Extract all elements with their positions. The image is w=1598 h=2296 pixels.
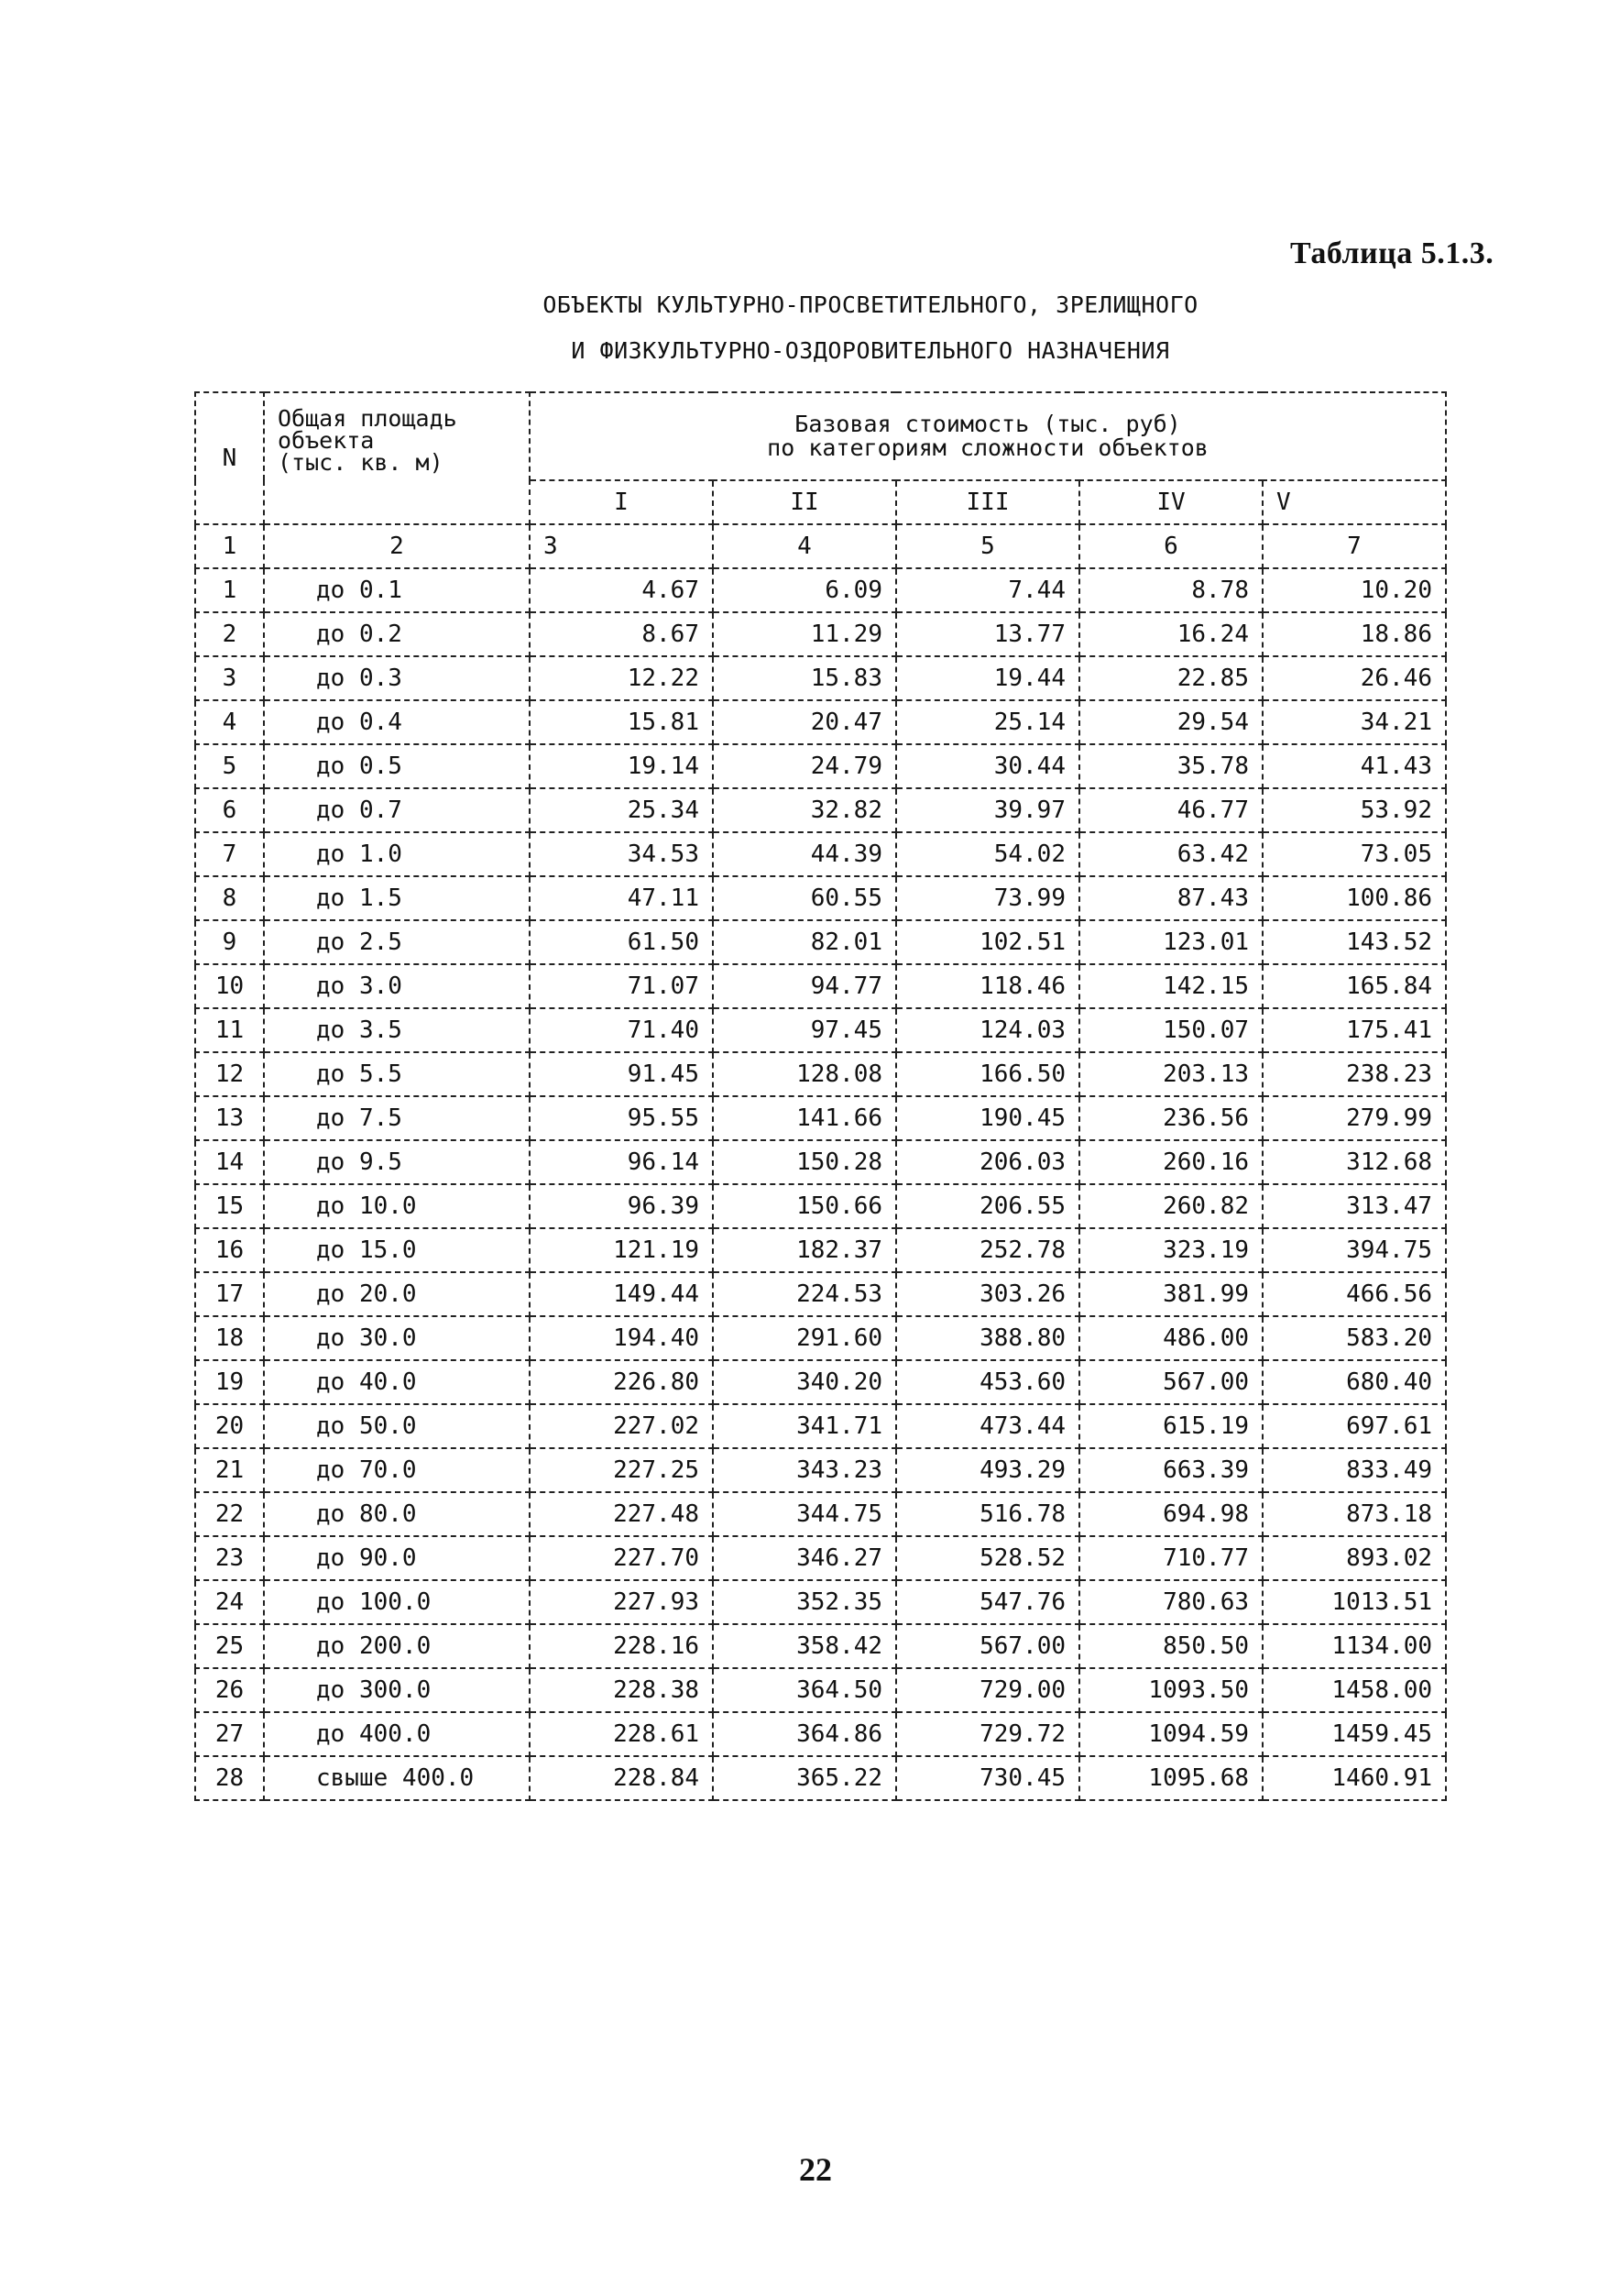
- table-row: [195, 1316, 1446, 1360]
- cost-cell-cat-1: 8.67: [530, 612, 713, 656]
- cost-cell-cat-4: 850.50: [1079, 1624, 1263, 1668]
- row-area: свыше 400.0: [264, 1756, 530, 1800]
- header-category-3: III: [896, 480, 1079, 524]
- cost-cell-cat-3: 473.44: [896, 1404, 1079, 1448]
- row-number: 20: [195, 1404, 264, 1448]
- column-number: 1: [195, 524, 264, 568]
- header-category-4: IV: [1079, 480, 1263, 524]
- row-number: 11: [195, 1008, 264, 1052]
- cost-cell-cat-5: 893.02: [1263, 1536, 1446, 1580]
- cost-cell-cat-2: 150.28: [713, 1140, 896, 1184]
- header-cost-line-1: Базовая стоимость (тыс. руб): [794, 411, 1181, 437]
- cost-cell-cat-1: 149.44: [530, 1272, 713, 1316]
- row-number: 27: [195, 1712, 264, 1756]
- row-area: до 1.0: [264, 832, 530, 876]
- column-number: 3: [530, 524, 713, 568]
- cost-table: [194, 391, 1447, 1801]
- cost-cell-cat-3: 73.99: [896, 876, 1079, 920]
- cost-cell-cat-4: 615.19: [1079, 1404, 1263, 1448]
- row-number: 25: [195, 1624, 264, 1668]
- table-row: [195, 1580, 1446, 1624]
- cost-cell-cat-5: 53.92: [1263, 788, 1446, 832]
- header-area: [264, 392, 530, 524]
- table-row: [195, 1536, 1446, 1580]
- header-cost: [530, 392, 1446, 480]
- column-number: 6: [1079, 524, 1263, 568]
- cost-cell-cat-1: 227.48: [530, 1492, 713, 1536]
- cost-cell-cat-1: 227.02: [530, 1404, 713, 1448]
- row-number: 22: [195, 1492, 264, 1536]
- row-number: 24: [195, 1580, 264, 1624]
- cost-cell-cat-2: 60.55: [713, 876, 896, 920]
- row-area: до 2.5: [264, 920, 530, 964]
- cost-cell-cat-4: 260.82: [1079, 1184, 1263, 1228]
- cost-cell-cat-2: 32.82: [713, 788, 896, 832]
- table-row: [195, 876, 1446, 920]
- cost-cell-cat-4: 87.43: [1079, 876, 1263, 920]
- cost-cell-cat-5: 238.23: [1263, 1052, 1446, 1096]
- row-area: до 0.1: [264, 568, 530, 612]
- table-row: [195, 964, 1446, 1008]
- cost-cell-cat-1: 96.39: [530, 1184, 713, 1228]
- row-number: 6: [195, 788, 264, 832]
- header-cost-line-2: по категориям сложности объектов: [767, 434, 1209, 461]
- table-row: [195, 1668, 1446, 1712]
- table-row: [195, 1404, 1446, 1448]
- table-row: [195, 1008, 1446, 1052]
- cost-cell-cat-5: 1458.00: [1263, 1668, 1446, 1712]
- cost-cell-cat-2: 364.86: [713, 1712, 896, 1756]
- cost-cell-cat-3: 118.46: [896, 964, 1079, 1008]
- cost-cell-cat-2: 141.66: [713, 1096, 896, 1140]
- cost-cell-cat-1: 227.25: [530, 1448, 713, 1492]
- header-category-5: V: [1263, 480, 1446, 524]
- cost-cell-cat-4: 694.98: [1079, 1492, 1263, 1536]
- cost-cell-cat-4: 150.07: [1079, 1008, 1263, 1052]
- cost-cell-cat-3: 528.52: [896, 1536, 1079, 1580]
- cost-cell-cat-3: 493.29: [896, 1448, 1079, 1492]
- table-row: [195, 744, 1446, 788]
- table-row: [195, 832, 1446, 876]
- cost-cell-cat-1: 227.93: [530, 1580, 713, 1624]
- table-row: [195, 1448, 1446, 1492]
- row-number: 13: [195, 1096, 264, 1140]
- cost-cell-cat-2: 224.53: [713, 1272, 896, 1316]
- cost-cell-cat-1: 228.38: [530, 1668, 713, 1712]
- column-number: 7: [1263, 524, 1446, 568]
- header-area-line-1: Общая площадь: [278, 405, 457, 432]
- cost-cell-cat-4: 46.77: [1079, 788, 1263, 832]
- cost-cell-cat-3: 303.26: [896, 1272, 1079, 1316]
- cost-cell-cat-2: 352.35: [713, 1580, 896, 1624]
- cost-cell-cat-3: 729.00: [896, 1668, 1079, 1712]
- cost-cell-cat-3: 547.76: [896, 1580, 1079, 1624]
- cost-cell-cat-1: 227.70: [530, 1536, 713, 1580]
- row-number: 2: [195, 612, 264, 656]
- cost-cell-cat-4: 29.54: [1079, 700, 1263, 744]
- cost-cell-cat-4: 567.00: [1079, 1360, 1263, 1404]
- cost-cell-cat-5: 873.18: [1263, 1492, 1446, 1536]
- table-row: [195, 1140, 1446, 1184]
- row-area: до 70.0: [264, 1448, 530, 1492]
- header-category-2: II: [713, 480, 896, 524]
- cost-cell-cat-4: 8.78: [1079, 568, 1263, 612]
- table-row: [195, 612, 1446, 656]
- cost-cell-cat-5: 1134.00: [1263, 1624, 1446, 1668]
- cost-cell-cat-1: 194.40: [530, 1316, 713, 1360]
- row-area: до 300.0: [264, 1668, 530, 1712]
- cost-cell-cat-1: 95.55: [530, 1096, 713, 1140]
- cost-cell-cat-4: 663.39: [1079, 1448, 1263, 1492]
- cost-cell-cat-5: 41.43: [1263, 744, 1446, 788]
- row-area: до 5.5: [264, 1052, 530, 1096]
- cost-cell-cat-3: 54.02: [896, 832, 1079, 876]
- header-area-line-2: объекта: [278, 427, 375, 454]
- cost-cell-cat-3: 729.72: [896, 1712, 1079, 1756]
- row-number: 21: [195, 1448, 264, 1492]
- row-area: до 0.4: [264, 700, 530, 744]
- cost-cell-cat-4: 323.19: [1079, 1228, 1263, 1272]
- cost-cell-cat-3: 30.44: [896, 744, 1079, 788]
- cost-cell-cat-2: 128.08: [713, 1052, 896, 1096]
- cost-cell-cat-4: 203.13: [1079, 1052, 1263, 1096]
- row-area: до 3.5: [264, 1008, 530, 1052]
- cost-cell-cat-1: 47.11: [530, 876, 713, 920]
- cost-cell-cat-3: 190.45: [896, 1096, 1079, 1140]
- cost-cell-cat-5: 10.20: [1263, 568, 1446, 612]
- row-area: до 15.0: [264, 1228, 530, 1272]
- cost-cell-cat-5: 312.68: [1263, 1140, 1446, 1184]
- row-area: до 50.0: [264, 1404, 530, 1448]
- row-number: 26: [195, 1668, 264, 1712]
- cost-cell-cat-3: 39.97: [896, 788, 1079, 832]
- cost-cell-cat-3: 453.60: [896, 1360, 1079, 1404]
- table-row: [195, 1272, 1446, 1316]
- cost-cell-cat-5: 73.05: [1263, 832, 1446, 876]
- cost-cell-cat-1: 228.61: [530, 1712, 713, 1756]
- cost-cell-cat-3: 206.03: [896, 1140, 1079, 1184]
- table-row: [195, 568, 1446, 612]
- cost-cell-cat-4: 35.78: [1079, 744, 1263, 788]
- cost-cell-cat-4: 236.56: [1079, 1096, 1263, 1140]
- header-area-line-3: (тыс. кв. м): [278, 449, 443, 476]
- row-number: 17: [195, 1272, 264, 1316]
- cost-cell-cat-5: 313.47: [1263, 1184, 1446, 1228]
- row-area: до 3.0: [264, 964, 530, 1008]
- table-row: [195, 1756, 1446, 1800]
- cost-cell-cat-1: 71.07: [530, 964, 713, 1008]
- cost-cell-cat-3: 166.50: [896, 1052, 1079, 1096]
- cost-cell-cat-2: 343.23: [713, 1448, 896, 1492]
- table-number-label: Таблица 5.1.3.: [1290, 236, 1494, 270]
- row-number: 18: [195, 1316, 264, 1360]
- cost-cell-cat-3: 567.00: [896, 1624, 1079, 1668]
- cost-cell-cat-5: 175.41: [1263, 1008, 1446, 1052]
- row-area: до 9.5: [264, 1140, 530, 1184]
- cost-cell-cat-2: 44.39: [713, 832, 896, 876]
- row-number: 19: [195, 1360, 264, 1404]
- row-number: 3: [195, 656, 264, 700]
- cost-cell-cat-2: 365.22: [713, 1756, 896, 1800]
- row-area: до 7.5: [264, 1096, 530, 1140]
- row-area: до 0.5: [264, 744, 530, 788]
- column-number: 5: [896, 524, 1079, 568]
- table-row: [195, 920, 1446, 964]
- table-row: [195, 788, 1446, 832]
- cost-cell-cat-5: 18.86: [1263, 612, 1446, 656]
- cost-cell-cat-5: 1459.45: [1263, 1712, 1446, 1756]
- cost-cell-cat-5: 697.61: [1263, 1404, 1446, 1448]
- cost-cell-cat-2: 11.29: [713, 612, 896, 656]
- row-area: до 0.3: [264, 656, 530, 700]
- cost-cell-cat-4: 63.42: [1079, 832, 1263, 876]
- cost-cell-cat-1: 61.50: [530, 920, 713, 964]
- table-body: [195, 568, 1446, 1800]
- cost-cell-cat-1: 25.34: [530, 788, 713, 832]
- cost-cell-cat-2: 97.45: [713, 1008, 896, 1052]
- row-area: до 1.5: [264, 876, 530, 920]
- cost-cell-cat-4: 123.01: [1079, 920, 1263, 964]
- row-area: до 0.2: [264, 612, 530, 656]
- cost-cell-cat-5: 833.49: [1263, 1448, 1446, 1492]
- cost-cell-cat-5: 583.20: [1263, 1316, 1446, 1360]
- cost-cell-cat-1: 19.14: [530, 744, 713, 788]
- cost-cell-cat-4: 1093.50: [1079, 1668, 1263, 1712]
- cost-cell-cat-4: 486.00: [1079, 1316, 1263, 1360]
- cost-cell-cat-3: 516.78: [896, 1492, 1079, 1536]
- cost-cell-cat-1: 4.67: [530, 568, 713, 612]
- header-n: N: [195, 392, 264, 524]
- header-category-1: I: [530, 480, 713, 524]
- cost-cell-cat-4: 142.15: [1079, 964, 1263, 1008]
- cost-cell-cat-3: 206.55: [896, 1184, 1079, 1228]
- cost-cell-cat-2: 344.75: [713, 1492, 896, 1536]
- column-number: 4: [713, 524, 896, 568]
- table-row: [195, 656, 1446, 700]
- cost-cell-cat-5: 394.75: [1263, 1228, 1446, 1272]
- cost-cell-cat-2: 6.09: [713, 568, 896, 612]
- row-area: до 30.0: [264, 1316, 530, 1360]
- cost-cell-cat-3: 7.44: [896, 568, 1079, 612]
- cost-cell-cat-5: 466.56: [1263, 1272, 1446, 1316]
- cost-cell-cat-5: 1013.51: [1263, 1580, 1446, 1624]
- row-area: до 10.0: [264, 1184, 530, 1228]
- cost-cell-cat-2: 341.71: [713, 1404, 896, 1448]
- table-row: [195, 1492, 1446, 1536]
- table-row: [195, 1360, 1446, 1404]
- row-number: 7: [195, 832, 264, 876]
- cost-cell-cat-1: 96.14: [530, 1140, 713, 1184]
- cost-cell-cat-5: 165.84: [1263, 964, 1446, 1008]
- cost-cell-cat-3: 124.03: [896, 1008, 1079, 1052]
- row-number: 16: [195, 1228, 264, 1272]
- row-number: 23: [195, 1536, 264, 1580]
- row-area: до 100.0: [264, 1580, 530, 1624]
- cost-cell-cat-1: 228.16: [530, 1624, 713, 1668]
- cost-cell-cat-5: 1460.91: [1263, 1756, 1446, 1800]
- table-title-line-2: И ФИЗКУЛЬТУРНО-ОЗДОРОВИТЕЛЬНОГО НАЗНАЧЕНИЯ: [571, 337, 1170, 364]
- row-number: 14: [195, 1140, 264, 1184]
- column-number: 2: [264, 524, 530, 568]
- cost-cell-cat-4: 22.85: [1079, 656, 1263, 700]
- cost-cell-cat-4: 381.99: [1079, 1272, 1263, 1316]
- cost-cell-cat-2: 24.79: [713, 744, 896, 788]
- cost-cell-cat-4: 260.16: [1079, 1140, 1263, 1184]
- cost-cell-cat-4: 710.77: [1079, 1536, 1263, 1580]
- cost-cell-cat-2: 20.47: [713, 700, 896, 744]
- row-area: до 80.0: [264, 1492, 530, 1536]
- cost-cell-cat-3: 388.80: [896, 1316, 1079, 1360]
- row-area: до 200.0: [264, 1624, 530, 1668]
- table-row: [195, 1052, 1446, 1096]
- cost-cell-cat-3: 13.77: [896, 612, 1079, 656]
- cost-cell-cat-1: 12.22: [530, 656, 713, 700]
- row-number: 5: [195, 744, 264, 788]
- table-row: [195, 1228, 1446, 1272]
- cost-cell-cat-2: 346.27: [713, 1536, 896, 1580]
- cost-cell-cat-2: 340.20: [713, 1360, 896, 1404]
- cost-cell-cat-2: 15.83: [713, 656, 896, 700]
- page-number: 22: [799, 2151, 832, 2188]
- cost-cell-cat-2: 364.50: [713, 1668, 896, 1712]
- cost-cell-cat-5: 26.46: [1263, 656, 1446, 700]
- table-row: [195, 1096, 1446, 1140]
- cost-cell-cat-2: 358.42: [713, 1624, 896, 1668]
- table-row: [195, 700, 1446, 744]
- cost-cell-cat-3: 102.51: [896, 920, 1079, 964]
- cost-cell-cat-5: 279.99: [1263, 1096, 1446, 1140]
- cost-cell-cat-1: 121.19: [530, 1228, 713, 1272]
- row-number: 8: [195, 876, 264, 920]
- table-row: [195, 1184, 1446, 1228]
- cost-cell-cat-5: 100.86: [1263, 876, 1446, 920]
- table-title-line-1: ОБЪЕКТЫ КУЛЬТУРНО-ПРОСВЕТИТЕЛЬНОГО, ЗРЕЛИЩНОГО: [542, 291, 1198, 318]
- row-number: 28: [195, 1756, 264, 1800]
- row-area: до 90.0: [264, 1536, 530, 1580]
- cost-cell-cat-5: 34.21: [1263, 700, 1446, 744]
- row-number: 1: [195, 568, 264, 612]
- table-row: [195, 1712, 1446, 1756]
- cost-cell-cat-1: 34.53: [530, 832, 713, 876]
- row-number: 12: [195, 1052, 264, 1096]
- cost-cell-cat-1: 15.81: [530, 700, 713, 744]
- row-area: до 40.0: [264, 1360, 530, 1404]
- cost-cell-cat-2: 82.01: [713, 920, 896, 964]
- row-number: 9: [195, 920, 264, 964]
- cost-cell-cat-3: 252.78: [896, 1228, 1079, 1272]
- cost-cell-cat-3: 25.14: [896, 700, 1079, 744]
- cost-cell-cat-5: 143.52: [1263, 920, 1446, 964]
- cost-cell-cat-4: 1094.59: [1079, 1712, 1263, 1756]
- table-row: [195, 1624, 1446, 1668]
- cost-cell-cat-4: 16.24: [1079, 612, 1263, 656]
- cost-cell-cat-1: 71.40: [530, 1008, 713, 1052]
- cost-cell-cat-2: 150.66: [713, 1184, 896, 1228]
- row-area: до 20.0: [264, 1272, 530, 1316]
- cost-cell-cat-4: 1095.68: [1079, 1756, 1263, 1800]
- cost-cell-cat-1: 226.80: [530, 1360, 713, 1404]
- row-number: 15: [195, 1184, 264, 1228]
- row-number: 4: [195, 700, 264, 744]
- row-area: до 400.0: [264, 1712, 530, 1756]
- cost-cell-cat-4: 780.63: [1079, 1580, 1263, 1624]
- cost-cell-cat-5: 680.40: [1263, 1360, 1446, 1404]
- row-area: до 0.7: [264, 788, 530, 832]
- row-number: 10: [195, 964, 264, 1008]
- cost-cell-cat-2: 182.37: [713, 1228, 896, 1272]
- cost-cell-cat-1: 91.45: [530, 1052, 713, 1096]
- cost-cell-cat-2: 94.77: [713, 964, 896, 1008]
- cost-cell-cat-2: 291.60: [713, 1316, 896, 1360]
- cost-cell-cat-1: 228.84: [530, 1756, 713, 1800]
- cost-cell-cat-3: 730.45: [896, 1756, 1079, 1800]
- cost-cell-cat-3: 19.44: [896, 656, 1079, 700]
